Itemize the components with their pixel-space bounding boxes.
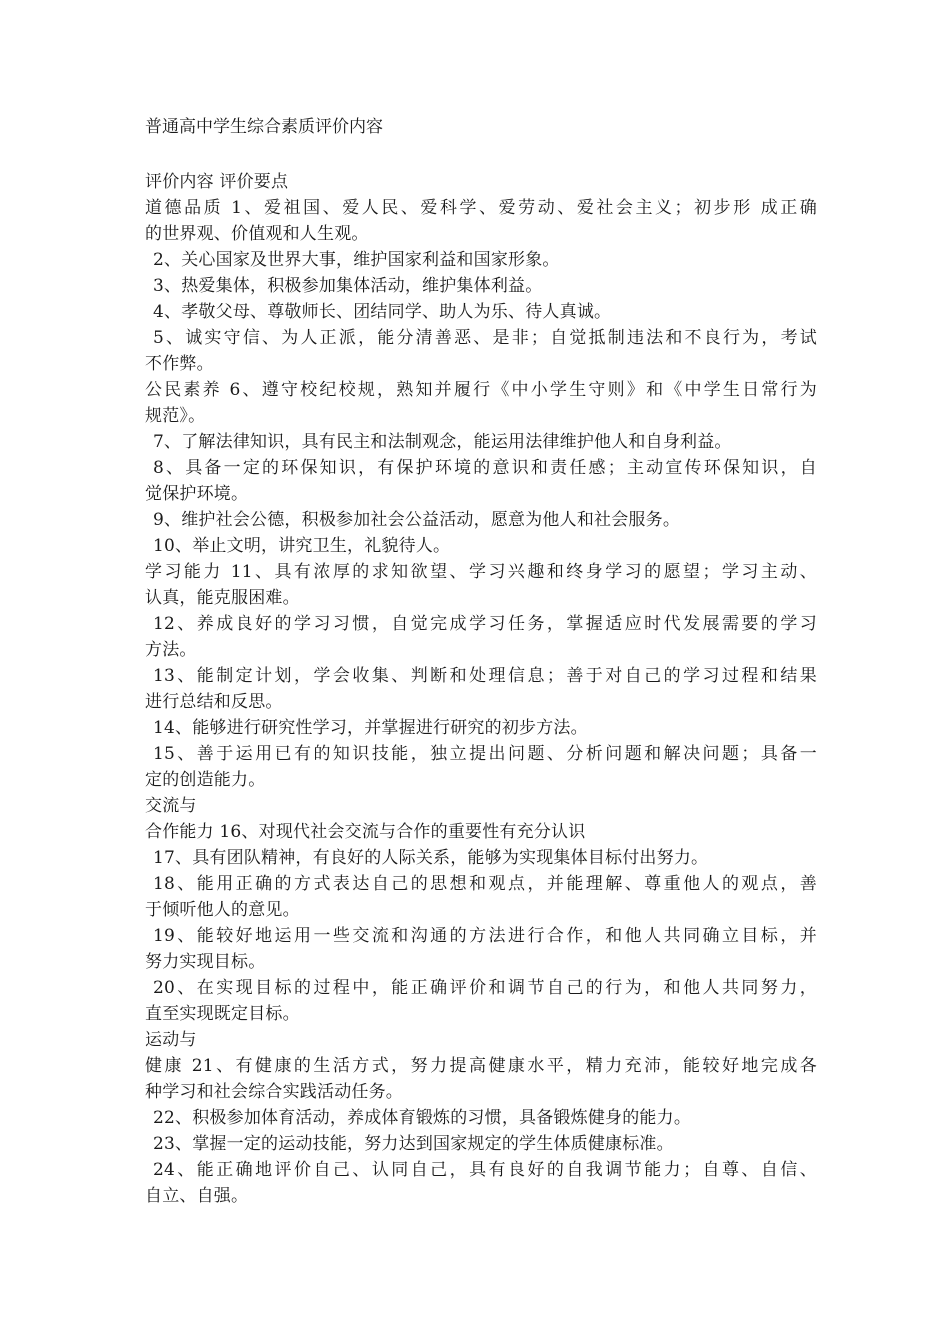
text-line: 5、诚实守信、为人正派，能分清善恶、是非；自觉抵制违法和不良行为，考试 (153, 328, 817, 348)
text-line: 运动与 (145, 1030, 197, 1050)
text-line: 定的创造能力。 (145, 770, 266, 790)
text-line: 方法。 (145, 640, 197, 660)
text-line: 努力实现目标。 (145, 952, 266, 972)
text-line: 公民素养 6、遵守校纪校规，熟知并履行《中小学生守则》和《中学生日常行为 (145, 380, 817, 400)
document-title: 普通高中学生综合素质评价内容 (145, 117, 383, 137)
text-line: 24、能正确地评价自己、认同自己，具有良好的自我调节能力；自尊、自信、 (153, 1160, 817, 1180)
text-line: 进行总结和反思。 (145, 692, 283, 712)
text-line: 合作能力 16、对现代社会交流与合作的重要性有充分认识 (145, 822, 586, 842)
text-line: 于倾听他人的意见。 (145, 900, 300, 920)
text-line: 9、维护社会公德，积极参加社会公益活动，愿意为他人和社会服务。 (153, 510, 681, 530)
text-line: 自立、自强。 (145, 1186, 249, 1206)
text-line: 2、关心国家及世界大事，维护国家利益和国家形象。 (153, 250, 560, 270)
text-line: 22、积极参加体育活动，养成体育锻炼的习惯，具备锻炼健身的能力。 (153, 1108, 692, 1128)
text-line: 19、能较好地运用一些交流和沟通的方法进行合作，和他人共同确立目标，并 (153, 926, 817, 946)
text-line: 的世界观、价值观和人生观。 (145, 224, 369, 244)
text-line: 不作弊。 (145, 354, 214, 374)
text-line: 4、孝敬父母、尊敬师长、团结同学、助人为乐、待人真诚。 (153, 302, 612, 322)
text-line: 14、能够进行研究性学习，并掌握进行研究的初步方法。 (153, 718, 588, 738)
text-line: 直至实现既定目标。 (145, 1004, 300, 1024)
text-line: 觉保护环境。 (145, 484, 249, 504)
text-line: 23、掌握一定的运动技能，努力达到国家规定的学生体质健康标准。 (153, 1134, 674, 1154)
text-line: 20、在实现目标的过程中，能正确评价和调节自己的行为，和他人共同努力， (153, 978, 817, 998)
text-line: 13、能制定计划，学会收集、判断和处理信息；善于对自己的学习过程和结果 (153, 666, 817, 686)
text-line: 种学习和社会综合实践活动任务。 (145, 1082, 403, 1102)
text-line: 17、具有团队精神，有良好的人际关系，能够为实现集体目标付出努力。 (153, 848, 709, 868)
text-line: 12、养成良好的学习习惯，自觉完成学习任务，掌握适应时代发展需要的学习 (153, 614, 817, 634)
text-line: 7、了解法律知识，具有民主和法制观念，能运用法律维护他人和自身利益。 (153, 432, 732, 452)
document-body (145, 169, 817, 1209)
text-line: 8、具备一定的环保知识，有保护环境的意识和责任感；主动宣传环保知识，自 (153, 458, 817, 478)
text-line: 交流与 (145, 796, 197, 816)
text-line: 学习能力 11、具有浓厚的求知欲望、学习兴趣和终身学习的愿望；学习主动、 (145, 562, 817, 582)
text-line: 15、善于运用已有的知识技能，独立提出问题、分析问题和解决问题；具备一 (153, 744, 817, 764)
text-line: 3、热爱集体，积极参加集体活动，维护集体利益。 (153, 276, 543, 296)
text-line: 认真，能克服困难。 (145, 588, 300, 608)
text-line: 18、能用正确的方式表达自己的思想和观点，并能理解、尊重他人的观点，善 (153, 874, 817, 894)
text-line: 规范》。 (145, 406, 206, 426)
text-line: 评价内容 评价要点 (145, 172, 289, 192)
text-line: 健康 21、有健康的生活方式，努力提高健康水平，精力充沛，能较好地完成各 (145, 1056, 817, 1076)
text-line: 道德品质 1、爱祖国、爱人民、爱科学、爱劳动、爱社会主义；初步形 成正确 (145, 198, 817, 218)
text-line: 10、举止文明，讲究卫生，礼貌待人。 (153, 536, 451, 556)
